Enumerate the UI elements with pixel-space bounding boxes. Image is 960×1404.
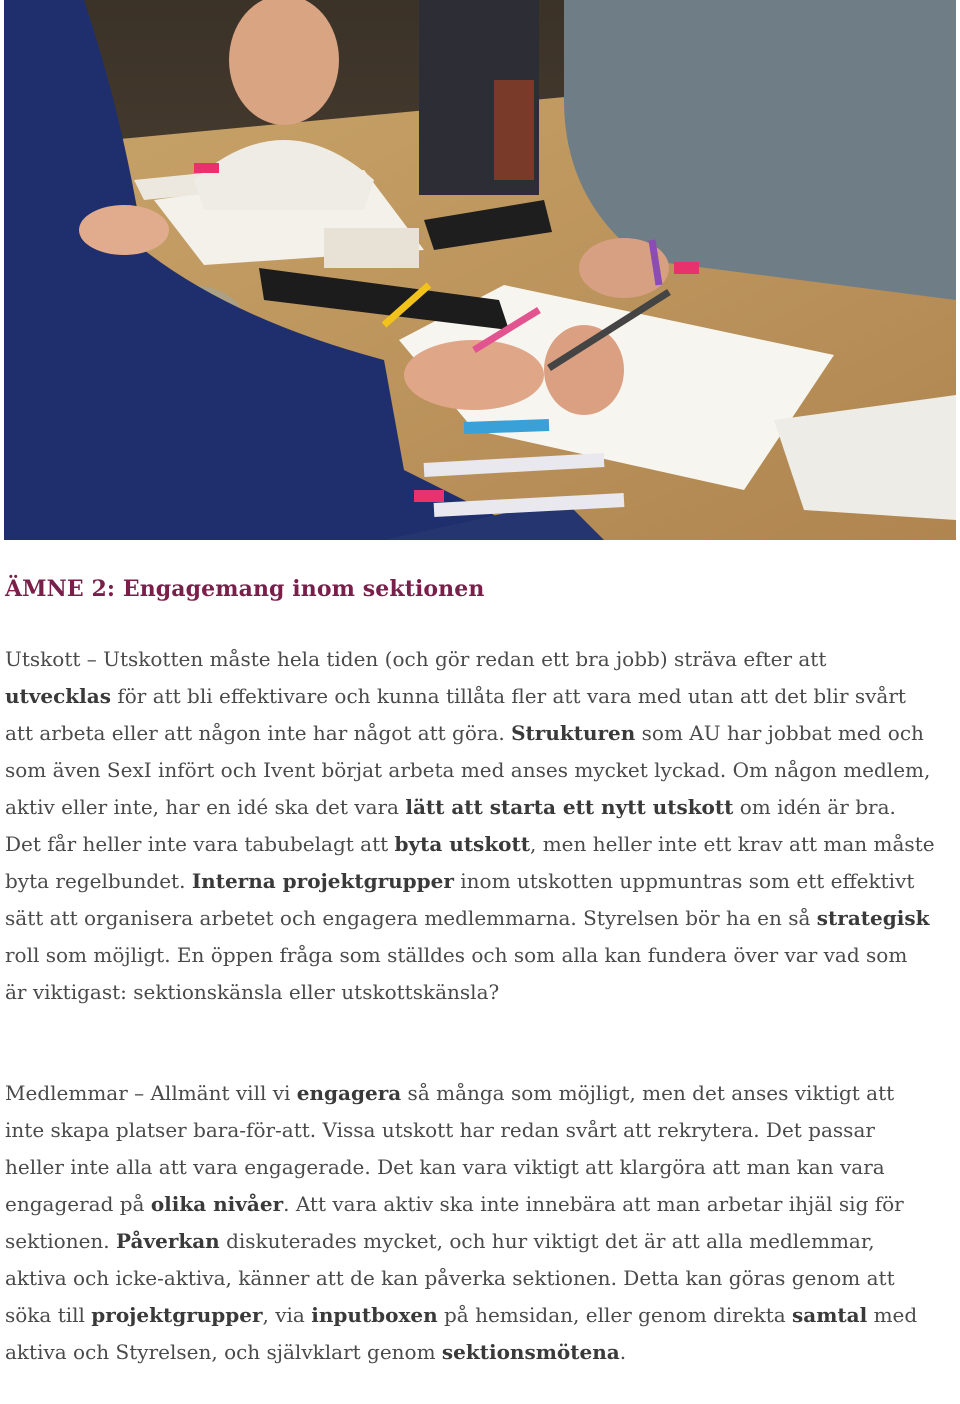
text-run: .: [619, 1340, 627, 1364]
bold-term: inputboxen: [311, 1303, 438, 1327]
workshop-group-photo: [4, 0, 956, 540]
bold-term: strategisk: [816, 906, 930, 930]
text-run: med aktiva och Styrelsen, och självklart genom: [5, 1303, 918, 1364]
bold-term: Strukturen: [511, 721, 636, 745]
paragraph-medlemmar: [5, 1075, 935, 1371]
text-run: roll som möjligt. En öppen fråga som ställdes och som alla kan fundera över var vad som är viktigast: sektionskänsla eller utskottskänsla?: [5, 943, 908, 1004]
bold-term: utvecklas: [5, 684, 111, 708]
text-run: , men heller inte ett krav att man måste byta regelbundet.: [5, 832, 935, 893]
bold-term: samtal: [792, 1303, 868, 1327]
text-run: så många som möjligt, men det anses viktigt att inte skapa platser bara-för-att. Vissa utskott har redan svårt att rekrytera. Det passar heller inte alla att vara engagerade. Det kan vara viktigt att klargöra att man kan vara engagerad på: [5, 1081, 895, 1216]
text-run: om idén är bra. Det får heller inte vara tabubelagt att: [5, 795, 896, 856]
text-run: diskuterades mycket, och hur viktigt det är att alla medlemmar, aktiva och icke-aktiva, känner att de kan påverka sektionen. Detta kan göras genom att söka till: [5, 1229, 895, 1327]
bold-term: sektionsmötena: [441, 1340, 620, 1364]
section-heading: ÄMNE 2: Engagemang inom sektionen: [5, 576, 485, 602]
text-run: Utskott – Utskotten måste hela tiden (och gör redan ett bra jobb) sträva efter att: [5, 647, 827, 671]
text-run: Medlemmar – Allmänt vill vi: [5, 1081, 297, 1105]
bold-term: olika nivåer: [150, 1192, 284, 1216]
text-run: inom utskotten uppmuntras som ett effektivt sätt att organisera arbetet och engagera medlemmarna. Styrelsen bör ha en så: [5, 869, 915, 930]
text-run: som AU har jobbat med och som även SexI infört och Ivent börjat arbeta med anses mycket lyckad. Om någon medlem, aktiv eller inte, har en idé ska det vara: [5, 721, 931, 819]
bold-term: projektgrupper: [91, 1303, 263, 1327]
text-run: . Att vara aktiv ska inte innebära att man arbetar ihjäl sig för sektionen.: [5, 1192, 904, 1253]
paragraph-utskott: [5, 641, 935, 1011]
bold-term: Interna projektgrupper: [191, 869, 454, 893]
bold-term: byta utskott: [394, 832, 530, 856]
text-run: , via: [262, 1303, 312, 1327]
text-run: för att bli effektivare och kunna tillåta fler att vara med utan att det blir svårt att arbeta eller att någon inte har något att göra.: [5, 684, 906, 745]
bold-term: engagera: [296, 1081, 402, 1105]
text-run: på hemsidan, eller genom direkta: [437, 1303, 793, 1327]
bold-term: lätt att starta ett nytt utskott: [405, 795, 734, 819]
bold-term: Påverkan: [116, 1229, 220, 1253]
